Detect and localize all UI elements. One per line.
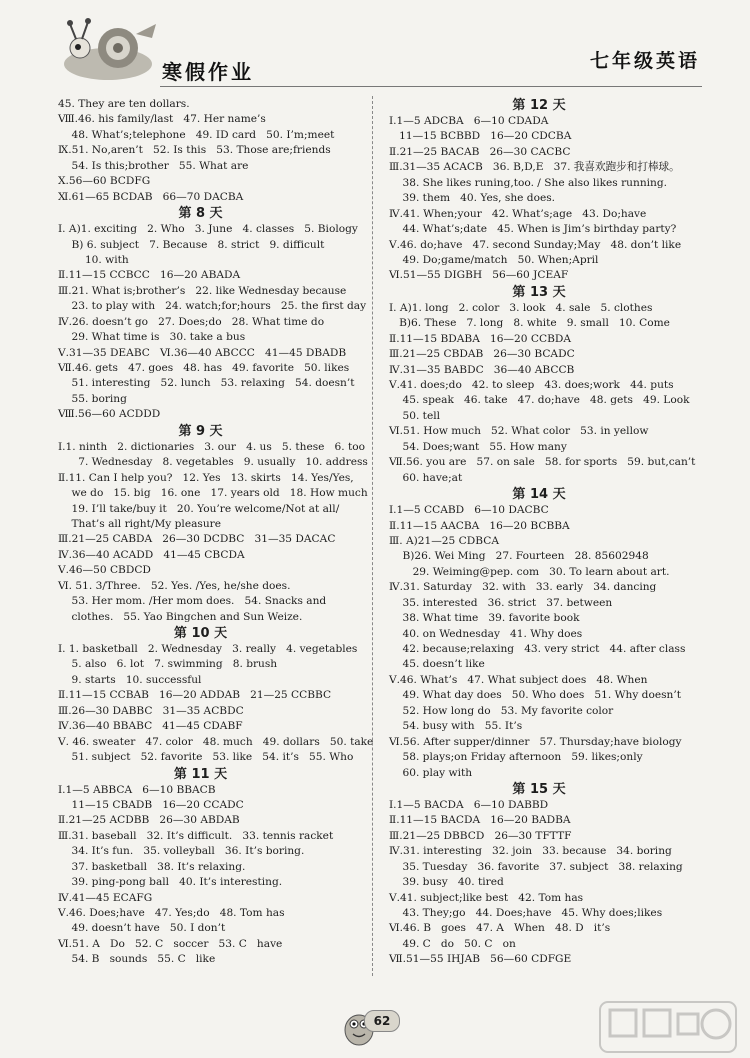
answer-line: 49. What day does 50. Who does 51. Why doesn’t xyxy=(389,689,681,702)
answer-line: 50. tell xyxy=(389,409,440,422)
answer-line: Ⅳ.36—40 ACADD 41—45 CBCDA xyxy=(58,548,245,561)
answer-line: 29. What time is 30. take a bus xyxy=(58,331,246,344)
answer-line: Ⅰ. A)1. long 2. color 3. look 4. sale 5. clothes xyxy=(389,301,653,314)
answer-line: Ⅳ.36—40 BBABC 41—45 CDABF xyxy=(58,720,243,733)
answer-line: 42. because;relaxing 43. very strict 44. after class xyxy=(389,643,686,655)
answer-line: Ⅰ. A)1. exciting 2. Who 3. June 4. classes 5. Biology xyxy=(58,223,358,236)
answer-line: B)6. These 7. long 8. white 9. small 10. Come xyxy=(389,317,670,330)
answer-line: 19. I’ll take/buy it 20. You’re welcome/Not at all/ xyxy=(58,502,340,515)
answer-line: 7. Wednesday 8. vegetables 9. usually 10. address xyxy=(58,456,368,469)
day-heading: 第 9 天 xyxy=(178,423,223,439)
answer-line: 52. How long do 53. My favorite color xyxy=(389,704,614,717)
answer-line: Ⅱ.11—15 BDABA 16—20 CCBDA xyxy=(389,332,572,345)
answer-line: Ⅹ.56—60 BCDFG xyxy=(58,175,151,188)
day-heading: 第 14 天 xyxy=(512,487,566,503)
answer-line: Ⅴ.31—35 DEABC Ⅵ.36—40 ABCCC 41—45 DBADB xyxy=(58,346,347,359)
day-heading: 第 15 天 xyxy=(512,781,566,797)
answer-line: 5. also 6. lot 7. swimming 8. brush xyxy=(58,658,278,671)
answer-line: 9. starts 10. successful xyxy=(58,673,202,686)
answer-line: Ⅲ.21—25 CBDAB 26—30 BCADC xyxy=(389,348,575,361)
left-column xyxy=(58,97,374,968)
answer-line: B)26. Wei Ming 27. Fourteen 28. 85602948 xyxy=(389,550,649,563)
answer-line: Ⅶ.46. gets 47. goes 48. has 49. favorite 50. likes xyxy=(58,362,350,374)
answer-line: 35. Tuesday 36. favorite 37. subject 38. relaxing xyxy=(389,860,683,873)
answer-line: Ⅴ.41. does;do 42. to sleep 43. does;work 44. puts xyxy=(389,379,674,391)
answer-line: Ⅱ.21—25 ACDBB 26—30 ABDAB xyxy=(58,814,240,827)
page-header xyxy=(0,0,750,95)
day-heading: 第 13 天 xyxy=(512,284,566,300)
page-number: 62 xyxy=(364,1010,400,1032)
answer-line: 58. plays;on Friday afternoon 59. likes;only xyxy=(389,751,643,764)
answer-line: 45. doesn’t like xyxy=(389,658,485,671)
grade-subject: 七年级英语 xyxy=(589,50,700,72)
answer-line: 11—15 BCBBD 16—20 CDCBA xyxy=(389,130,572,143)
answer-line: Ⅺ.61—65 BCDAB 66—70 DACBA xyxy=(58,190,244,203)
answer-line: Ⅳ.31. Saturday 32. with 33. early 34. dancing xyxy=(389,581,657,594)
answer-line: Ⅳ.31—35 BABDC 36—40 ABCCB xyxy=(389,363,575,376)
answer-line: 37. basketball 38. It’s relaxing. xyxy=(58,860,246,873)
answer-line: Ⅱ.11—15 AACBA 16—20 BCBBA xyxy=(389,519,570,532)
answer-line: 60. have;at xyxy=(389,471,463,484)
answer-line: 34. It’s fun. 35. volleyball 36. It’s boring. xyxy=(58,845,305,858)
answer-line: Ⅳ.41—45 ECAFG xyxy=(58,891,153,904)
answer-line: 39. ping-pong ball 40. It’s interesting. xyxy=(58,876,283,889)
answer-line: 38. What time 39. favorite book xyxy=(389,612,580,625)
answer-line: 10. with xyxy=(58,253,129,266)
answer-line: Ⅲ.31. baseball 32. It’s difficult. 33. tennis racket xyxy=(58,829,334,842)
answer-line: 29. Weiming@pep. com 30. To learn about art. xyxy=(389,565,670,578)
answer-line: 53. Her mom. /Her mom does. 54. Snacks and xyxy=(58,595,327,608)
answer-line: That’s all right/My pleasure xyxy=(58,517,221,530)
answer-line: Ⅵ.51—55 DIGBH 56—60 JCEAF xyxy=(389,269,569,282)
answer-line: 39. them 40. Yes, she does. xyxy=(389,192,556,205)
answer-line: Ⅰ.1—5 ABBCA 6—10 BBACB xyxy=(58,783,216,796)
answer-line: 51. interesting 52. lunch 53. relaxing 54. doesn’t xyxy=(58,377,355,390)
answer-line: 40. on Wednesday 41. Why does xyxy=(389,627,583,640)
day-heading: 第 12 天 xyxy=(512,98,566,113)
answer-line: Ⅰ.1—5 BACDA 6—10 DABBD xyxy=(389,798,549,811)
answer-line: we do 15. big 16. one 17. years old 18. How much xyxy=(58,487,368,500)
answer-line: Ⅲ.31—35 ACACB 36. B,D,E 37. 我喜欢跑步和打棒球。 xyxy=(389,161,680,174)
answer-line: Ⅴ.41. subject;like best 42. Tom has xyxy=(389,891,584,904)
answer-line: Ⅰ.1—5 CCABD 6—10 DACBC xyxy=(389,504,549,517)
answer-line: Ⅱ.11—15 CCBAB 16—20 ADDAB 21—25 CCBBC xyxy=(58,689,332,702)
answer-line: Ⅰ.1—5 ADCBA 6—10 CDADA xyxy=(389,115,549,127)
answer-line: Ⅴ.46. Does;have 47. Yes;do 48. Tom has xyxy=(58,907,285,919)
answer-line: Ⅱ.11. Can I help you? 12. Yes 13. skirts 14. Yes/Yes, xyxy=(58,471,354,484)
watermark-stamp-icon xyxy=(598,1000,738,1054)
answer-line: 49. Do;game/match 50. When;April xyxy=(389,253,599,266)
answer-line: Ⅸ.51. No,aren’t 52. Is this 53. Those are;friends xyxy=(58,144,331,157)
day-heading: 第 11 天 xyxy=(173,766,228,782)
answer-line: Ⅲ.21. What is;brother’s 22. like Wednesday because xyxy=(58,284,347,297)
answer-line: Ⅲ. A)21—25 CDBCA xyxy=(389,534,499,547)
snail-cartoon-icon xyxy=(58,14,166,88)
answer-line: 54. Is this;brother 55. What are xyxy=(58,159,249,172)
answer-line: Ⅴ.46. What’s 47. What subject does 48. When xyxy=(389,673,648,686)
answer-line: Ⅴ. 46. sweater 47. color 48. much 49. dollars 50. take xyxy=(58,735,374,748)
answer-line: 49. doesn’t have 50. I don’t xyxy=(58,922,226,935)
answer-line: 49. C do 50. C on xyxy=(389,937,516,950)
answer-line: 45. They are ten dollars. xyxy=(58,98,190,110)
day-heading: 第 8 天 xyxy=(178,206,223,222)
answer-line: clothes. 55. Yao Bingchen and Sun Weize. xyxy=(58,610,303,623)
book-title: 寒假作业 xyxy=(162,60,254,84)
right-column xyxy=(389,97,696,968)
answer-line: B) 6. subject 7. Because 8. strict 9. difficult xyxy=(58,238,325,251)
answer-line: Ⅱ.11—15 BACDA 16—20 BADBA xyxy=(389,814,571,827)
answer-line: Ⅴ.46. do;have 47. second Sunday;May 48. don’t like xyxy=(389,238,682,251)
answer-line: Ⅲ.21—25 DBBCD 26—30 TFTTF xyxy=(389,829,572,842)
answer-line: 51. subject 52. favorite 53. like 54. it’s 55. Who xyxy=(58,751,354,764)
answer-line: 54. busy with 55. It’s xyxy=(389,720,523,733)
answer-line: Ⅳ.26. doesn’t go 27. Does;do 28. What time do xyxy=(58,315,325,328)
answer-line: Ⅰ.1. ninth 2. dictionaries 3. our 4. us 5. these 6. too xyxy=(58,440,366,453)
answer-line: 60. play with xyxy=(389,766,473,779)
answer-line: 48. What’s;telephone 49. ID card 50. I’m;meet xyxy=(58,128,335,141)
answer-line: Ⅵ. 51. 3/Three. 52. Yes. /Yes, he/she does. xyxy=(58,579,291,592)
answer-line: Ⅴ.46—50 CBDCD xyxy=(58,564,151,577)
answer-line: 45. speak 46. take 47. do;have 48. gets 49. Look xyxy=(389,394,690,407)
answer-line: 38. She likes runing,too. / She also likes running. xyxy=(389,176,668,189)
day-heading: 第 10 天 xyxy=(173,626,228,641)
answer-line: 43. They;go 44. Does;have 45. Why does;likes xyxy=(389,907,663,919)
answer-line: Ⅵ.51. A Do 52. C soccer 53. C have xyxy=(58,937,283,950)
answer-line: 23. to play with 24. watch;for;hours 25. the first day xyxy=(58,300,367,313)
answer-line: Ⅲ.26—30 DABBC 31—35 ACBDC xyxy=(58,704,244,717)
answer-line: Ⅰ. 1. basketball 2. Wednesday 3. really 4. vegetables xyxy=(58,643,358,655)
answer-line: Ⅱ.11—15 CCBCC 16—20 ABADA xyxy=(58,269,241,282)
answer-line: Ⅵ.56. After supper/dinner 57. Thursday;have biology xyxy=(389,735,682,748)
answer-line: 55. boring xyxy=(58,392,127,405)
answer-line: Ⅵ.51. How much 52. What color 53. in yellow xyxy=(389,425,649,438)
answer-line: Ⅶ.56. you are 57. on sale 58. for sports 59. but,can’t xyxy=(389,456,696,469)
answer-line: Ⅲ.21—25 CABDA 26—30 DCDBC 31—35 DACAC xyxy=(58,533,336,546)
answer-line: 39. busy 40. tired xyxy=(389,876,504,889)
answer-line: Ⅳ.31. interesting 32. join 33. because 34. boring xyxy=(389,845,672,858)
answer-line: Ⅵ.46. B goes 47. A When 48. D it’s xyxy=(389,922,611,935)
column-divider xyxy=(372,96,373,976)
answer-line: Ⅳ.41. When;your 42. What’s;age 43. Do;have xyxy=(389,207,647,220)
answer-line: 54. Does;want 55. How many xyxy=(389,440,567,453)
answer-line: Ⅶ.51—55 IHJAB 56—60 CDFGE xyxy=(389,953,572,966)
answer-line: 44. What’s;date 45. When is Jim’s birthday party? xyxy=(389,223,677,236)
answer-line: 54. B sounds 55. C like xyxy=(58,953,216,966)
answer-line: Ⅱ.21—25 BACAB 26—30 CACBC xyxy=(389,145,571,158)
header-rule xyxy=(160,86,702,87)
answer-line: 35. interested 36. strict 37. between xyxy=(389,596,613,609)
answer-line: 11—15 CBADB 16—20 CCADC xyxy=(58,798,244,811)
answer-line: Ⅷ.56—60 ACDDD xyxy=(58,408,161,421)
answer-line: Ⅷ.46. his family/last 47. Her name’s xyxy=(58,113,266,126)
